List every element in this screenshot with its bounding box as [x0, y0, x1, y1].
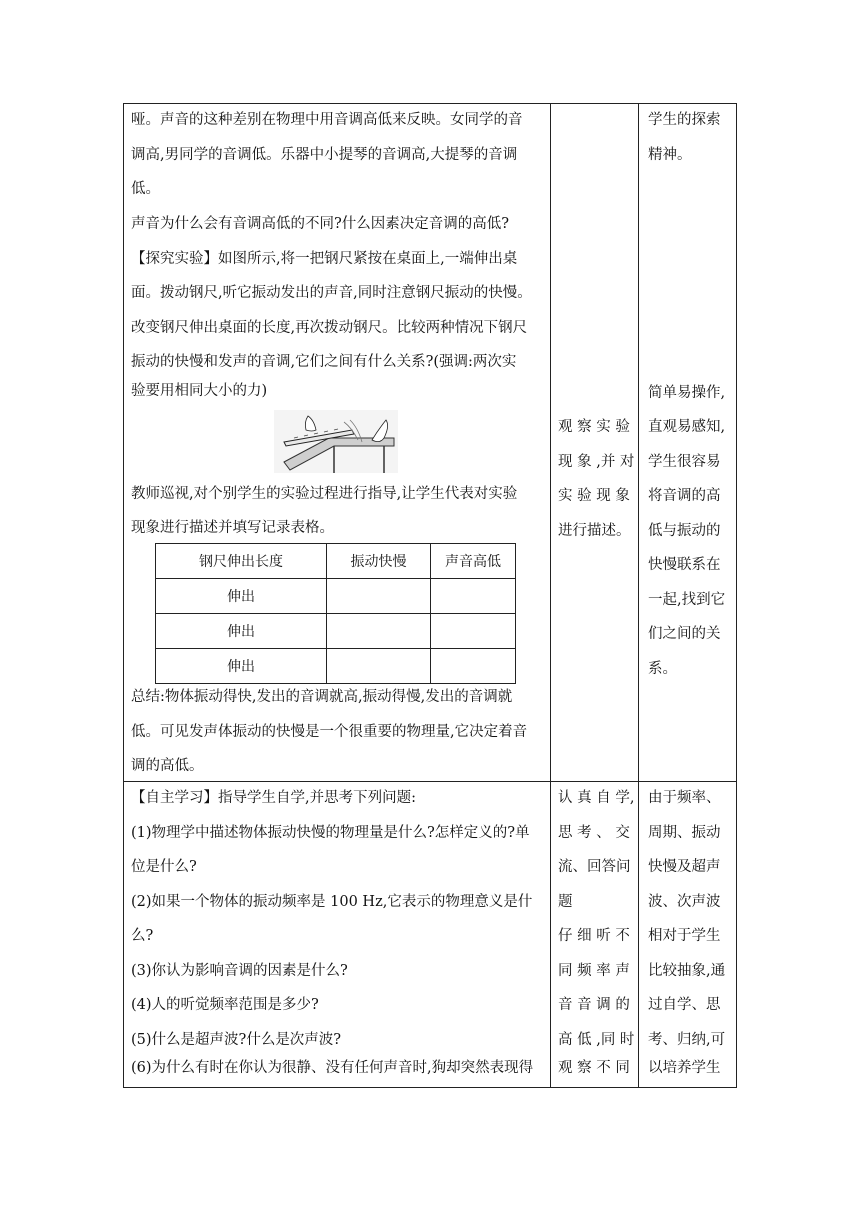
table-cell: 伸出 — [156, 579, 327, 614]
table-cell — [327, 649, 431, 684]
table-header: 振动快慢 — [327, 544, 431, 579]
text-line: 简单易操作, — [648, 385, 726, 401]
text-line: 调的高低。 — [131, 758, 204, 774]
text-line: 低与振动的 — [648, 523, 721, 539]
text-line: 认 真 自 学, — [558, 790, 635, 806]
text-line: (6)为什么有时在你认为很静、没有任何声音时,狗却突然表现得 — [131, 1060, 534, 1076]
text-line: 周期、振动 — [648, 825, 721, 841]
text-line: 学生很容易 — [648, 454, 721, 470]
text-line: 题 — [558, 894, 573, 910]
table-row — [156, 614, 516, 649]
text-line: 以培养学生 — [648, 1060, 721, 1076]
text-line: (2)如果一个物体的振动频率是 100 Hz,它表示的物理意义是什 — [131, 894, 533, 910]
table-header: 声音高低 — [431, 544, 516, 579]
text-line: 现象进行描述并填写记录表格。 — [131, 520, 334, 536]
text-line: (1)物理学中描述物体振动快慢的物理量是什么?怎样定义的?单 — [131, 825, 530, 841]
table-cell: 伸出 — [156, 614, 327, 649]
table-header: 钢尺伸出长度 — [156, 544, 327, 579]
text-line: 【自主学习】指导学生自学,并思考下列问题: — [131, 790, 416, 806]
text-line: 学生的探索 — [648, 112, 721, 128]
text-line: 总结:物体振动得快,发出的音调就高,振动得慢,发出的音调就 — [131, 689, 513, 705]
table-header-row — [156, 544, 516, 579]
text-line: 进行描述。 — [558, 523, 631, 539]
text-line: 系。 — [648, 661, 677, 677]
text-line: (4)人的听觉频率范围是多少? — [131, 997, 319, 1013]
text-line: 波、次声波 — [648, 894, 721, 910]
text-line: 音 音 调 的 — [558, 997, 630, 1013]
text-line: 流、回答问 — [558, 859, 631, 875]
text-line: 【探究实验】如图所示,将一把钢尺紧按在桌面上,一端伸出桌 — [131, 251, 518, 267]
table-row — [156, 579, 516, 614]
text-line: 么? — [131, 928, 154, 944]
table-cell — [327, 579, 431, 614]
text-line: 位是什么? — [131, 859, 197, 875]
text-line: 将音调的高 — [648, 488, 721, 504]
text-line: 振动的快慢和发声的音调,它们之间有什么关系?(强调:两次实 — [131, 354, 517, 370]
text-line: 低。 — [131, 181, 160, 197]
text-line: 过自学、思 — [648, 997, 721, 1013]
text-line: 由于频率、 — [648, 790, 721, 806]
table-cell — [431, 579, 516, 614]
text-line: 思 考 、 交 — [558, 825, 630, 841]
table-cell — [327, 614, 431, 649]
table-row — [156, 649, 516, 684]
text-line: 哑。声音的这种差别在物理中用音调高低来反映。女同学的音 — [131, 112, 523, 128]
text-line: 一起,找到它 — [648, 592, 726, 608]
table-cell — [431, 614, 516, 649]
text-line: 现 象 ,并 对 — [558, 454, 635, 470]
text-line: 仔 细 听 不 — [558, 928, 630, 944]
text-line: 声音为什么会有音调高低的不同?什么因素决定音调的高低? — [131, 216, 510, 232]
record-table — [155, 543, 516, 684]
text-line: 低。可见发声体振动的快慢是一个很重要的物理量,它决定着音 — [131, 724, 528, 740]
text-line: 直观易感知, — [648, 419, 726, 435]
text-line: (3)你认为影响音调的因素是什么? — [131, 963, 348, 979]
text-line: 教师巡视,对个别学生的实验过程进行指导,让学生代表对实验 — [131, 486, 518, 502]
column-divider-1 — [550, 104, 551, 1087]
text-line: 们之间的关 — [648, 626, 721, 642]
text-line: 同 频 率 声 — [558, 963, 630, 979]
column-divider-2 — [638, 104, 639, 1087]
text-line: 改变钢尺伸出桌面的长度,再次拨动钢尺。比较两种情况下钢尺 — [131, 320, 528, 336]
text-line: 调高,男同学的音调低。乐器中小提琴的音调高,大提琴的音调 — [131, 147, 518, 163]
text-line: 观 察 不 同 — [558, 1060, 630, 1076]
text-line: 比较抽象,通 — [648, 963, 726, 979]
text-line: 快慢联系在 — [648, 557, 721, 573]
text-line: (5)什么是超声波?什么是次声波? — [131, 1032, 342, 1048]
text-line: 验要用相同大小的力) — [131, 383, 268, 399]
table-cell: 伸出 — [156, 649, 327, 684]
text-line: 观 察 实 验 — [558, 419, 630, 435]
text-line: 相对于学生 — [648, 928, 721, 944]
text-line: 精神。 — [648, 147, 692, 163]
text-line: 快慢及超声 — [648, 859, 721, 875]
steel-ruler-experiment-figure — [274, 410, 398, 473]
text-line: 考、归纳,可 — [648, 1032, 726, 1048]
text-line: 高 低 ,同 时 — [558, 1032, 635, 1048]
text-line: 面。拨动钢尺,听它振动发出的声音,同时注意钢尺振动的快慢。 — [131, 285, 532, 301]
table-cell — [431, 649, 516, 684]
text-line: 实 验 现 象 — [558, 488, 630, 504]
